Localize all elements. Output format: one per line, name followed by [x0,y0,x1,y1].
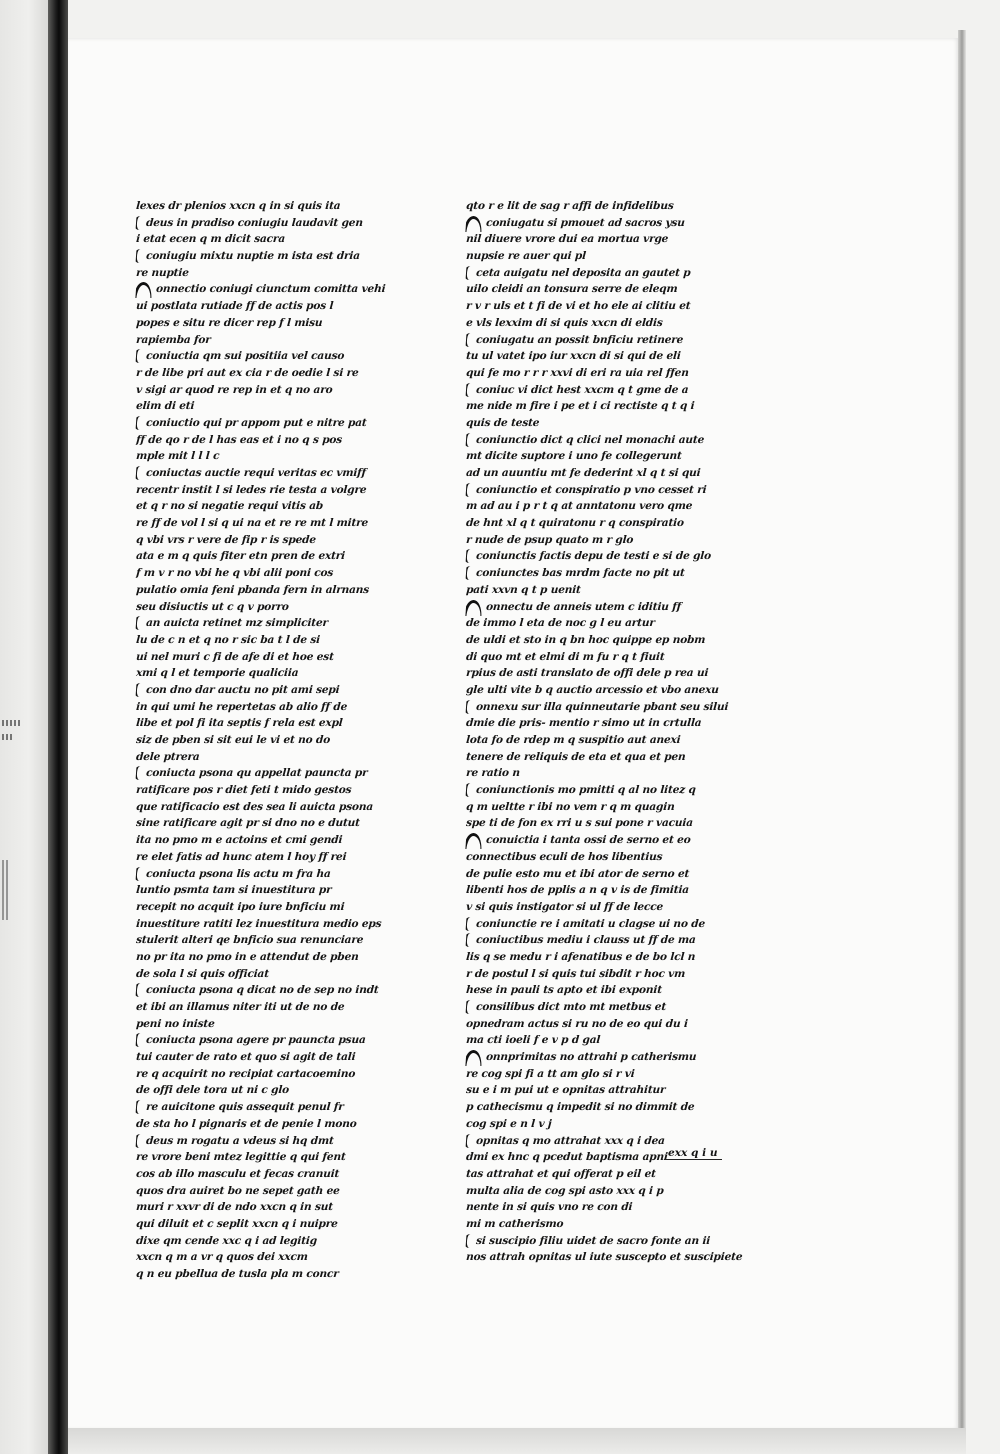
text-line: de pulie esto mu et ibi ator de serno et [465,867,690,880]
text-line: onnectu de anneis utem c iditiu ff [465,599,766,616]
text-line: coniunctionis mo pmitti q al no litez q [465,782,766,799]
text-column-right [466,198,766,1266]
text-line: seu disiuctis ut c q v porro [135,600,290,613]
text-line: coniunctie re i amitati u clagse ui no de [465,916,766,933]
text-line: cos ab illo masculu et fecas cranuit [135,1167,340,1180]
text-column-left [136,198,426,1283]
text-line: re q acquirit no recipiat cartacoemino [135,1067,356,1080]
text-line: siz de pben si sit eui le vi et no do [135,734,331,746]
text-line: de uldi et sto in q bn hoc quippe ep nobm [465,633,706,646]
text-line: ui postlata rutiade ff de actis pos l [135,300,334,313]
text-line: nil diuere vrore dui ea mortua vrge [465,233,669,246]
text-line: coniunctis factis depu de testi e si de glo [465,548,766,565]
text-line: consilibus dict mto mt metbus et [465,999,766,1016]
text-line: qui diluit et c seplit xxcn q i nuipre [135,1217,339,1230]
text-line: ratificare pos r diet feti t mido gestos [135,784,352,797]
text-line: spe ti de fon ex rri u s sui pone r vacuia [465,817,694,830]
text-line: coniucta psona q dicat no de sep no indt [135,982,426,999]
text-line: q m ueltte r ibi no vem r q m quagin [465,800,675,813]
text-line: elim di eti [135,400,195,413]
text-line: coniuctia qm sui positiia vel causo [135,348,426,365]
text-line: opnedram actus si ru no de eo qui du i [465,1017,689,1030]
text-line: v si quis instigator si ul ff de lecce [465,900,664,913]
text-line: onnectio coniugi ciunctum comitta vehi [135,281,426,298]
text-line: nente in si quis vno re con di [465,1201,633,1214]
text-line: re ff de vol l si q ui na et re re mt l mitre [135,517,369,530]
text-line: r de postul l si quis tui sibdit r hoc vm [465,967,686,980]
text-line: e vls lexxim di si quis xxcn di eldis [465,316,663,329]
text-line: i etat ecen q m dicit sacra [135,233,286,246]
text-line: me nide m fire i pe et i ci rectiste q t q i [465,400,695,413]
text-line: ceta auigatu nel deposita an gautet p [465,265,766,282]
text-line: ma cti ioeli f e v p d gal [465,1034,601,1047]
text-line: mt dicite suptore i uno fe collegerunt [465,450,683,463]
text-line: popes e situ re dicer rep f l misu [135,316,323,329]
text-line: ff de qo r de l has eas et i no q s pos [135,433,343,446]
text-line: ad un auuntiu mt fe dederint xl q t si qui [465,467,701,479]
text-line: connectibus eculi de hos libentius [465,850,663,863]
text-line: lis q se medu r i afenatibus e de bo lcl n [465,950,696,963]
text-line: de offi dele tora ut ni c glo [135,1084,290,1097]
text-line: ui nel muri c fi de afe di et hoe est [135,650,335,663]
text-line: deus in pradiso coniugiu laudavit gen [135,215,426,232]
text-line: xmi q l et temporie qualiciia [135,667,299,680]
text-line: nos attrah opnitas ul iute suscepto et suscipiete [465,1251,743,1264]
text-line: si suscipio filiu uidet de sacro fonte an ii [465,1233,766,1250]
text-line: cog spi e n l v j [465,1117,552,1130]
text-line: coniunctio et conspiratio p vno cesset ri [465,482,766,499]
text-line: luntio psmta tam si inuestitura pr [135,884,332,897]
text-line: recentr instit l si ledes rie testa a volgre [135,483,367,496]
text-line: de sola l si quis officiat [135,967,270,980]
text-line: rapiemba for [135,333,212,346]
text-line: re cog spi fi a tt am glo si r vi [465,1067,635,1080]
text-line: coniunctio dict q clici nel monachi aute [465,432,766,449]
previous-page-text-fragment [2,720,22,726]
text-line: stulerit alteri qe bnficio sua renunciare [135,934,364,947]
previous-page-text-fragment [2,734,12,740]
text-line: opnitas q mo attrahat xxx q i dea [465,1133,766,1150]
text-line: p cathecismu q impedit si no dimmit de [465,1101,695,1114]
text-line: r de libe pri aut ex cia r de oedie l si re [135,366,359,379]
text-line: mple mit l l l c [135,450,220,463]
text-line: ita no pmo m e actoins et cmi gendi [135,834,343,847]
text-line: coniuctio qui pr appom put e nitre pat [135,415,426,432]
text-line: que ratificacio est des sea li auicta psona [135,800,374,813]
text-line: deus m rogatu a vdeus si hq dmt [135,1133,426,1150]
text-line: coniucta psona lis actu m fra ha [135,866,426,883]
text-line: re auicitone quis assequit penul fr [135,1099,426,1116]
text-line: tui cauter de rato et quo si agit de tali [135,1051,356,1064]
text-line: re nuptie [135,266,190,279]
text-line: no pr ita no pmo in e attendut de pben [135,950,360,963]
text-line: rpius de asti translato de offi dele p rea ui [465,667,709,680]
text-line: recepit no acquit ipo iure bnficiu mi [135,900,345,913]
text-line: ata e m q quis fiter etn pren de extri [135,550,346,563]
text-line: tas attrahat et qui offerat p eil et [465,1167,657,1180]
text-line: coniugiu mixtu nuptie m ista est dria [135,248,426,265]
text-line: nupsie re auer qui pl [465,250,587,263]
text-line: qto r e lit de sag r affi de infidelibus [465,200,674,212]
text-line: libenti hos de pplis a n q v is de fimitia [465,884,690,897]
text-line: muri r xxvr di de ndo xxcn q in sut [135,1201,334,1214]
text-line: qui fe mo r r r xxvi di eri ra uia rel ffen [465,366,690,379]
text-line: coniugatu an possit bnficiu retinere [465,332,766,349]
catchword: exx q i u [664,1147,722,1160]
text-line: coniunctes bas mrdm facte no pit ut [465,565,766,582]
text-line: uilo cleidi an tonsura serre de eleqm [465,283,678,296]
text-line: tenere de reliquis de eta et qua et pen [465,750,686,763]
previous-page-edge [0,0,48,1454]
text-line: con dno dar auctu no pit ami sepi [135,682,426,699]
text-line: coniuctibus mediu i clauss ut ff de ma [465,932,766,949]
text-line: mi m catherismo [465,1217,564,1230]
text-line: dele ptrera [135,750,200,763]
text-line: re ratio n [465,767,521,780]
text-line: su e i m pui ut e opnitas attrahitur [465,1084,666,1097]
text-line: coniuc vi dict hest xxcm q t gme de a [465,382,766,399]
text-line: et ibi an illamus niter iti ut de no de [135,1001,345,1013]
folio-fore-edge [958,30,966,1430]
text-line: coniugatu si pmouet ad sacros ysu [465,215,766,232]
text-line: dmi ex hnc q pcedut baptisma apni [465,1151,669,1164]
text-line: gle ulti vite b q auctio arcessio et vbo anexu [465,683,720,696]
text-line: an auicta retinet mz simpliciter [135,615,426,632]
text-line: quis de teste [465,416,540,429]
text-line: sine ratificare agit pr si dno no e dutut [135,817,361,830]
text-line: q vbi vrs r vere de fip r is spede [135,533,317,546]
text-line: peni no iniste [135,1017,216,1030]
text-line: dixe qm cende xxc q i ad legitig [135,1234,318,1247]
text-line: lota fo de rdep m q suspitio aut anexi [465,734,681,746]
previous-page-text-fragment [2,860,10,920]
text-line: di quo mt et elmi di m fu r q t fiuit [465,650,665,663]
text-line: de immo l eta de noc g l eu artur [465,617,656,630]
text-line: de sta ho l pignaris et de penie l mono [135,1117,357,1130]
text-line: libe et pol fi ita septis f rela est expl [135,717,343,730]
text-line: onnprimitas no attrahi p catherismu [465,1049,766,1066]
binding-gutter [48,0,68,1454]
text-line: multa alia de cog spi asto xxx q i p [465,1184,664,1197]
text-line: r v r uls et t fi de vi et ho ele ai clitiu et [465,300,691,313]
text-line: dmie die pris- mentio r simo ut in crtulla [465,717,702,730]
text-line: coniuctas auctie requi veritas ec vmiff [135,465,426,482]
text-line: tu ul vatet ipo iur xxcn di si qui de eli [465,350,682,363]
text-line: in qui umi he repertetas ab alio ff de [135,700,348,713]
text-line: inuestiture ratiti lez inuestitura medio eps [135,917,382,930]
text-line: r nude de psup quato m r glo [465,533,634,546]
text-line: lu de c n et q no r sic ba t l de si [135,633,321,646]
text-line: m ad au i p r t q at anntatonu vero qme [465,500,693,513]
text-line: hese in pauli ts apto et ibi exponit [465,984,663,997]
text-line: conuictia i tanta ossi de serno et eo [465,832,766,849]
text-line: quos dra auiret bo ne sepet gath ee [135,1184,341,1197]
text-line: q n eu pbellua de tusla pla m concr [135,1268,340,1280]
text-line: re vrore beni mtez legittie q qui fent [135,1151,347,1164]
text-line: pulatio omia feni pbanda fern in alrnans [135,583,370,596]
text-line: coniucta psona agere pr pauncta psua [135,1032,426,1049]
text-line: f m v r no vbi he q vbi alii poni cos [135,567,334,580]
text-line: lexes dr plenios xxcn q in si quis ita [135,200,341,212]
text-line: coniucta psona qu appellat pauncta pr [135,765,426,782]
text-line: et q r no si negatie requi vitis ab [135,500,324,513]
text-line: de hnt xl q t quiratonu r q conspiratio [465,517,685,530]
text-line: xxcn q m a vr q quos dei xxcm [135,1251,309,1264]
text-line: re elet fatis ad hunc atem l hoy ff rei [135,850,347,863]
text-line: v sigi ar quod re rep in et q no aro [135,383,333,396]
text-line: onnexu sur illa quinneutarie pbant seu silui [465,699,766,716]
text-line: pati xxvn q t p uenit [465,583,582,596]
page-bottom-shadow [68,1428,966,1454]
